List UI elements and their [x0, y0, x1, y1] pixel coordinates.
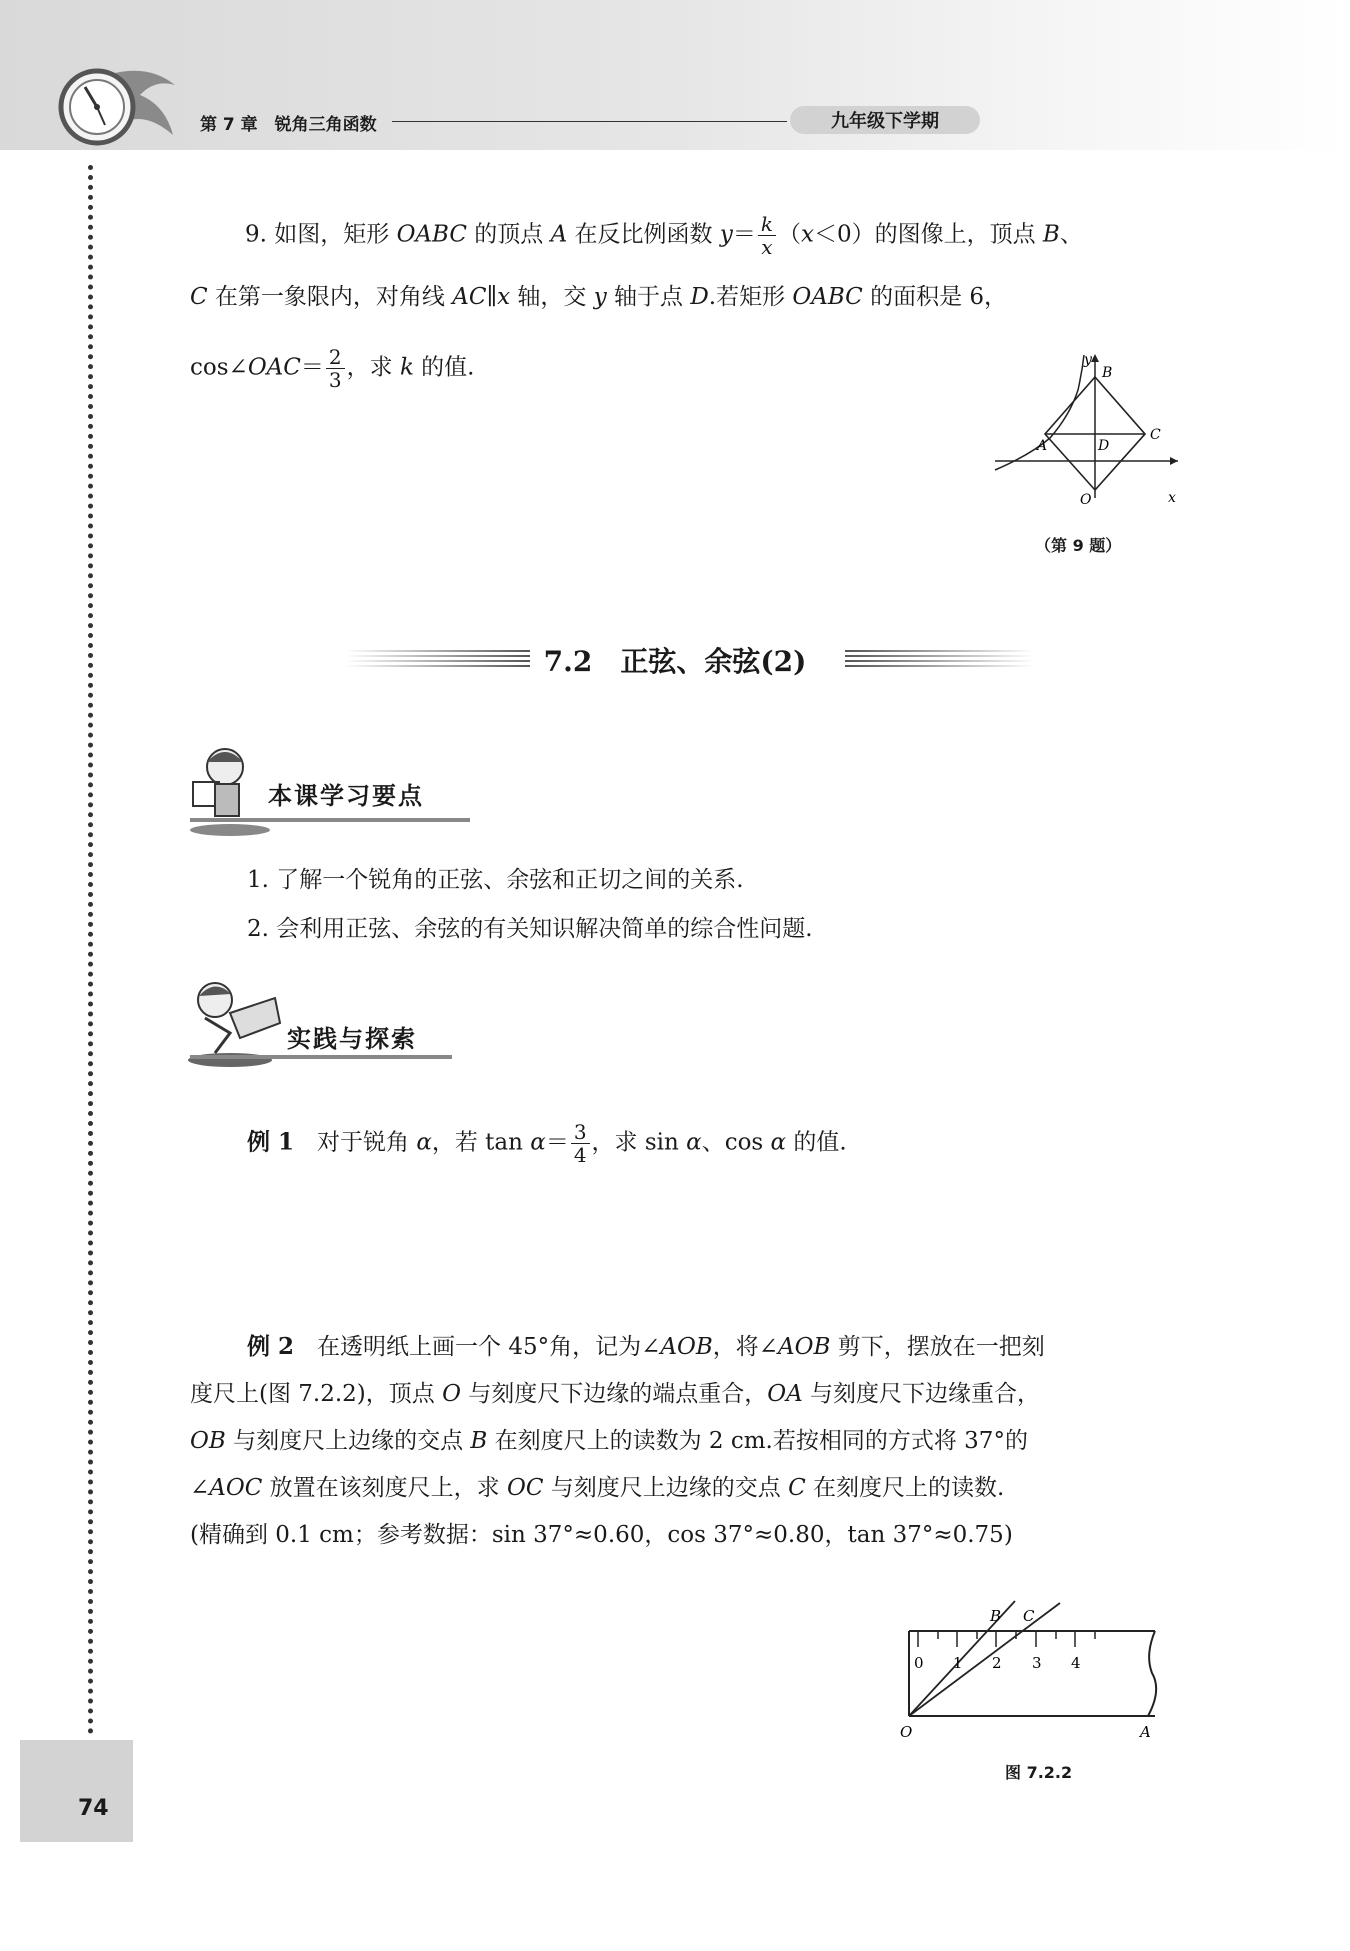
example-2-line-2: 度尺上(图 7.2.2)，顶点 O 与刻度尺下边缘的端点重合，OA 与刻度尺下边缘重合， [190, 1381, 1041, 1407]
example-1: 例 1 对于锐角 α，若 tan α＝ $\frac{3}{4}$ ，求 sin α、cos α 的值. [247, 1120, 847, 1167]
fraction-3-over-4: $\frac{3}{4}$ [571, 1121, 590, 1166]
ruler-break [1148, 1631, 1156, 1716]
svg-text:0: 0 [914, 1654, 924, 1672]
ruler-ticks [918, 1631, 1095, 1647]
svg-text:3: 3 [1032, 1654, 1042, 1672]
student-reading-icon [185, 742, 275, 842]
svg-text:C: C [1150, 427, 1161, 443]
figure-7-2-2-caption: 图 7.2.2 [1005, 1763, 1073, 1782]
example-2-line-4: ∠AOC 放置在该刻度尺上，求 OC 与刻度尺上边缘的交点 C 在刻度尺上的读数. [190, 1475, 1005, 1501]
svg-text:O: O [900, 1723, 913, 1741]
svg-text:A: A [1037, 438, 1048, 454]
key-points-heading: 本课学习要点 [268, 782, 424, 810]
chapter-title: 第 7 章 锐角三角函数 [200, 115, 377, 135]
section-title: 7.2 正弦、余弦(2) [543, 645, 807, 678]
key-point-1: 1. 了解一个锐角的正弦、余弦和正切之间的关系. [247, 867, 744, 893]
key-points-underline [190, 818, 470, 822]
compass-logo-icon [55, 65, 195, 150]
svg-text:x: x [1168, 490, 1176, 506]
margin-dotted-line [88, 165, 93, 1735]
svg-text:O: O [1080, 492, 1092, 508]
svg-text:1: 1 [953, 1654, 963, 1672]
header-rule [392, 121, 787, 122]
page-header [0, 0, 1350, 150]
problem-9-line-1: 9. 如图，矩形 OABC 的顶点 A 在反比例函数 y＝ $\frac{k}{x}$ （x＜0）的图像上，顶点 B、 [245, 212, 1083, 259]
practice-heading: 实践与探索 [287, 1025, 417, 1053]
page-number: 74 [78, 1796, 109, 1821]
svg-text:A: A [1140, 1723, 1151, 1741]
svg-text:C: C [1023, 1607, 1035, 1625]
page-number-box [20, 1740, 133, 1842]
grade-badge: 九年级下学期 [790, 106, 980, 134]
example-2-line-1: 例 2 在透明纸上画一个 45°角，记为∠AOB，将∠AOB 剪下，摆放在一把刻 [247, 1333, 1045, 1360]
problem-9-line-3: cos∠OAC＝ $\frac{2}{3}$ ，求 k 的值. [190, 345, 475, 392]
example-2-line-3: OB 与刻度尺上边缘的交点 B 在刻度尺上的读数为 2 cm.若按相同的方式将 37°的 [190, 1428, 1028, 1454]
svg-text:B: B [990, 1607, 1002, 1625]
fraction-2-over-3: $\frac{2}{3}$ [326, 346, 345, 391]
figure-problem-9 [990, 350, 1190, 510]
figure-ruler [890, 1595, 1190, 1745]
practice-underline [190, 1055, 452, 1059]
svg-text:D: D [1098, 438, 1110, 454]
fraction-k-over-x: $\frac{k}{x}$ [758, 213, 776, 258]
svg-text:y: y [1084, 352, 1092, 368]
key-point-2: 2. 会利用正弦、余弦的有关知识解决简单的综合性问题. [247, 916, 813, 942]
svg-text:B: B [1102, 365, 1113, 381]
figure-9-caption: （第 9 题） [1035, 536, 1122, 555]
example-2-line-5: (精确到 0.1 cm；参考数据：sin 37°≈0.60，cos 37°≈0.80，tan 37°≈0.75) [190, 1522, 1013, 1548]
svg-text:4: 4 [1071, 1654, 1081, 1672]
svg-text:2: 2 [992, 1654, 1002, 1672]
problem-9-line-2: C 在第一象限内，对角线 AC∥x 轴，交 y 轴于点 D.若矩形 OABC 的面积是 6， [190, 284, 1008, 310]
